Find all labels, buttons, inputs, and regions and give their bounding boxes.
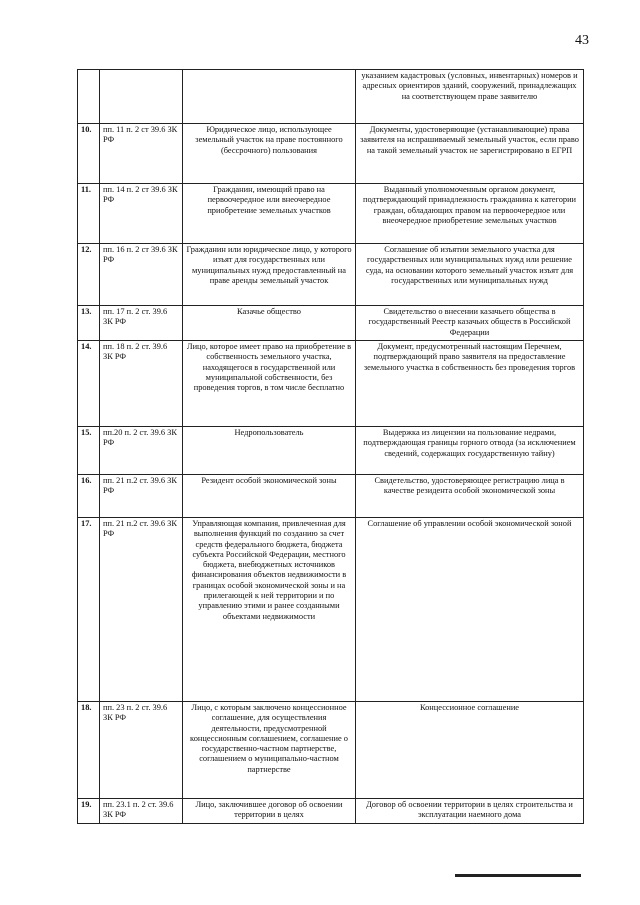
required-document: Выдержка из лицензии на пользование недрами, подтверждающая границы горного отвода (за исключением сведений, содержащих государственную тайну) bbox=[356, 427, 584, 475]
applicant-category: Лицо, с которым заключено концессионное соглашение, для осуществления деятельности, предусмотренной концессионным соглашением, соглашение о государственно-частном партнерстве, соглашением о муниципально-частном партнерстве bbox=[183, 702, 356, 799]
required-document: Документы, удостоверяющие (устанавливающие) права заявителя на испрашиваемый земельный участок, если право на такой земельный участок не зарегистрировано в ЕГРП bbox=[356, 124, 584, 184]
required-document: Свидетельство, удостоверяющее регистрацию лица в качестве резидента особой экономической зоны bbox=[356, 475, 584, 518]
legal-reference: пп. 23 п. 2 ст. 39.6 ЗК РФ bbox=[100, 702, 183, 799]
legal-reference: пп. 21 п.2 ст. 39.6 ЗК РФ bbox=[100, 518, 183, 702]
row-number: 15. bbox=[78, 427, 100, 475]
applicant-category: Юридическое лицо, использующее земельный участок на праве постоянного (бессрочного) пользования bbox=[183, 124, 356, 184]
legal-reference: пп. 21 п.2 ст. 39.6 ЗК РФ bbox=[100, 475, 183, 518]
table-row bbox=[78, 184, 584, 244]
row-number: 14. bbox=[78, 341, 100, 427]
required-document: Договор об освоении территории в целях строительства и эксплуатации наемного дома bbox=[356, 799, 584, 824]
table-row bbox=[78, 799, 584, 824]
row-number: 16. bbox=[78, 475, 100, 518]
row-number: 17. bbox=[78, 518, 100, 702]
applicant-category: Гражданин или юридическое лицо, у которого изъят для государственных или муниципальных нужд предоставленный на праве аренды земельный участок bbox=[183, 244, 356, 306]
required-document: Выданный уполномоченным органом документ, подтверждающий принадлежность гражданина к категории граждан, обладающих правом на первоочередное или внеочередное приобретение земельных участков bbox=[356, 184, 584, 244]
table-row bbox=[78, 70, 584, 124]
applicant-category: Гражданин, имеющий право на первоочередное или внеочередное приобретение земельных участков bbox=[183, 184, 356, 244]
legal-reference: пп. 17 п. 2 ст. 39.6 ЗК РФ bbox=[100, 306, 183, 341]
applicant-category: Управляющая компания, привлеченная для выполнения функций по созданию за счет средств федерального бюджета, бюджета субъекта Российской Федерации, местного бюджета, внебюджетных источников финансирования объектов недвижимости в границах особой экономической зоны и на прилегающей к ней территории и по управлению этими и ранее созданными объектами недвижимости bbox=[183, 518, 356, 702]
legal-reference: пп. 11 п. 2 ст 39.6 ЗК РФ bbox=[100, 124, 183, 184]
legal-reference bbox=[100, 70, 183, 124]
row-number: 12. bbox=[78, 244, 100, 306]
table-row bbox=[78, 427, 584, 475]
row-number: 10. bbox=[78, 124, 100, 184]
table-row bbox=[78, 475, 584, 518]
table-row bbox=[78, 341, 584, 427]
table-row bbox=[78, 518, 584, 702]
required-document: Концессионное соглашение bbox=[356, 702, 584, 799]
page-number: 43 bbox=[575, 33, 589, 48]
table-row bbox=[78, 244, 584, 306]
required-document: указанием кадастровых (условных, инвентарных) номеров и адресных ориентиров зданий, сооружений, принадлежащих на соответствующем праве заявителю bbox=[356, 70, 584, 124]
legal-reference: пп. 14 п. 2 ст 39.6 ЗК РФ bbox=[100, 184, 183, 244]
row-number bbox=[78, 70, 100, 124]
required-document: Документ, предусмотренный настоящим Перечнем, подтверждающий право заявителя на предоставление земельного участка в собственность без проведения торгов bbox=[356, 341, 584, 427]
row-number: 11. bbox=[78, 184, 100, 244]
table-row bbox=[78, 124, 584, 184]
applicant-category: Казачье общество bbox=[183, 306, 356, 341]
applicant-category: Лицо, заключившее договор об освоении территории в целях bbox=[183, 799, 356, 824]
table-row bbox=[78, 306, 584, 341]
applicant-category: Резидент особой экономической зоны bbox=[183, 475, 356, 518]
bottom-rule bbox=[455, 874, 581, 877]
row-number: 18. bbox=[78, 702, 100, 799]
legal-reference: пп. 23.1 п. 2 ст. 39.6 ЗК РФ bbox=[100, 799, 183, 824]
row-number: 19. bbox=[78, 799, 100, 824]
document-table bbox=[77, 69, 584, 824]
applicant-category: Недропользователь bbox=[183, 427, 356, 475]
row-number: 13. bbox=[78, 306, 100, 341]
required-document: Соглашение об изъятии земельного участка для государственных или муниципальных нужд или решение суда, на основании которого земельный участок изъят для государственных или муниципальных нужд bbox=[356, 244, 584, 306]
required-document: Свидетельство о внесении казачьего общества в государственный Реестр казачьих обществ в Российской Федерации bbox=[356, 306, 584, 341]
applicant-category bbox=[183, 70, 356, 124]
required-document: Соглашение об управлении особой экономической зоной bbox=[356, 518, 584, 702]
legal-reference: пп.20 п. 2 ст. 39.6 ЗК РФ bbox=[100, 427, 183, 475]
legal-reference: пп. 16 п. 2 ст 39.6 ЗК РФ bbox=[100, 244, 183, 306]
legal-reference: пп. 18 п. 2 ст. 39.6 ЗК РФ bbox=[100, 341, 183, 427]
applicant-category: Лицо, которое имеет право на приобретение в собственность земельного участка, находящегося в государственной или муниципальной собственности, без проведения торгов, в том числе бесплатно bbox=[183, 341, 356, 427]
table-row bbox=[78, 702, 584, 799]
